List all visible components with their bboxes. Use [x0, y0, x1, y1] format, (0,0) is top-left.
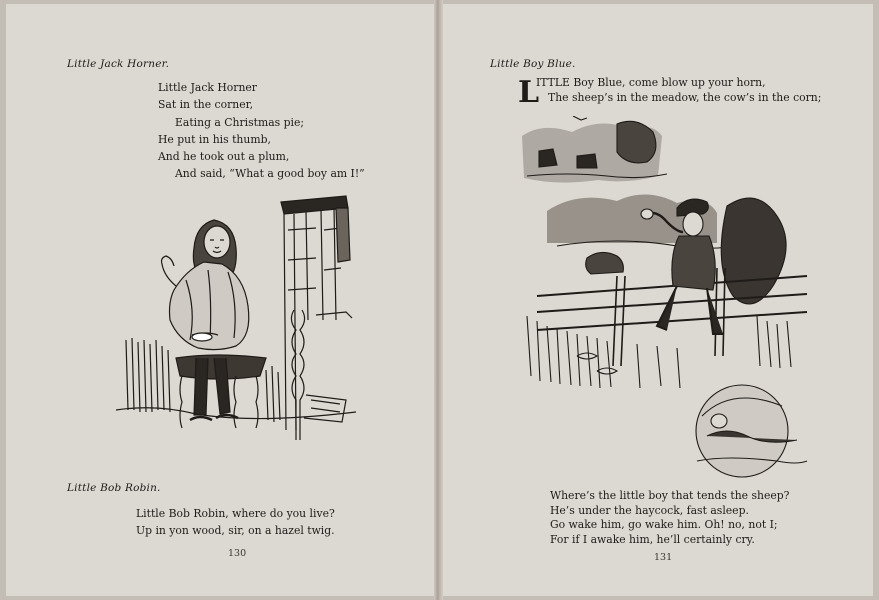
title-little-bob-robin: Little Bob Robin.	[67, 482, 161, 494]
book-gutter	[434, 0, 443, 600]
page-number-right: 131	[654, 552, 673, 563]
verse-line: And said, “What a good boy am I!”	[175, 167, 365, 181]
illustration-jack-horner	[116, 190, 356, 465]
verse-line: He’s under the haycock, fast asleep.	[550, 504, 749, 517]
title-little-boy-blue: Little Boy Blue.	[490, 58, 576, 70]
verse-line: The sheep’s in the meadow, the cow’s in the corn;	[548, 91, 822, 104]
verse-line: Where’s the little boy that tends the sheep?	[550, 489, 790, 502]
verse-line: Little Bob Robin, where do you live?	[136, 507, 335, 520]
left-page	[6, 4, 434, 596]
right-page	[443, 4, 873, 596]
poem-boy-blue-intro	[536, 75, 821, 105]
poem-boy-blue-stanza-1	[550, 488, 789, 518]
verse-line: Little Jack Horner	[158, 81, 257, 94]
verse-line: Go wake him, go wake him. Oh! no, not I;	[550, 518, 778, 531]
poem-boy-blue-stanza-2	[550, 517, 778, 547]
drop-cap: L	[518, 75, 540, 110]
page-number-left: 130	[228, 548, 247, 559]
verse-line: For if I awake him, he’ll certainly cry.	[550, 533, 755, 546]
poem-bob-robin	[136, 505, 335, 540]
verse-line: ITTLE Boy Blue, come blow up your horn,	[536, 76, 766, 89]
verse-line: Eating a Christmas pie;	[175, 115, 305, 129]
verse-line: He put in his thumb,	[158, 132, 271, 146]
title-little-jack-horner: Little Jack Horner.	[67, 58, 170, 70]
illustration-boy-blue	[517, 116, 817, 484]
poem-jack-horner	[158, 79, 365, 183]
verse-line: And he took out a plum,	[158, 150, 290, 164]
verse-line: Sat in the corner,	[158, 98, 254, 112]
verse-line: Up in yon wood, sir, on a hazel twig.	[136, 524, 335, 538]
